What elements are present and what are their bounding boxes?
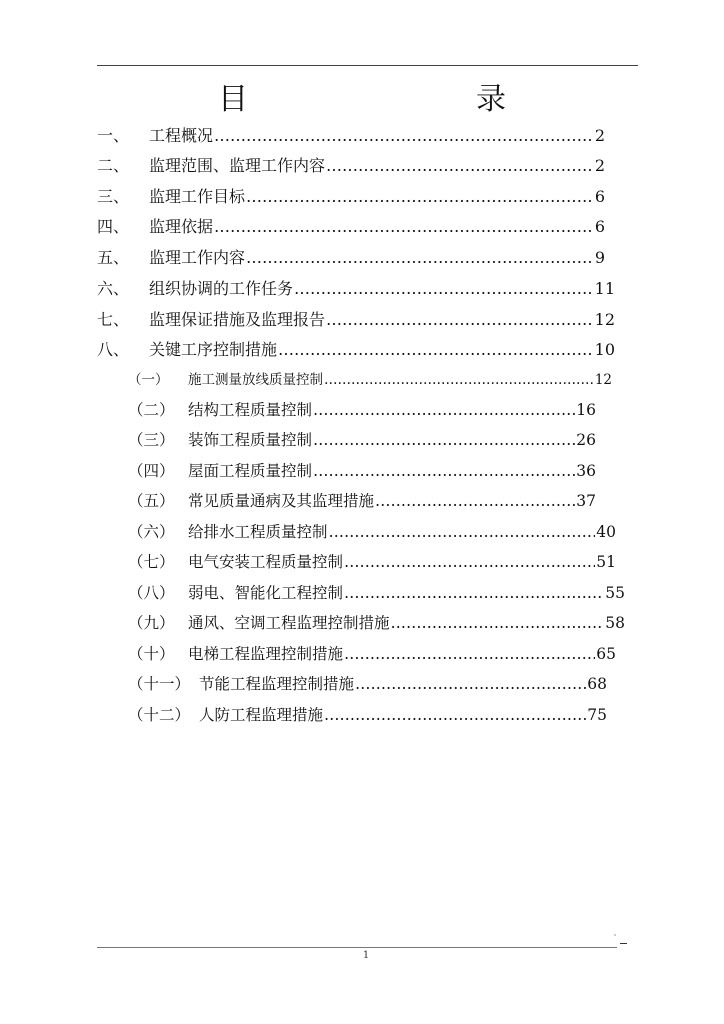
toc-leader-dots: [326, 155, 594, 177]
subtoc-page-number: 51: [596, 553, 616, 571]
toc-leader-dots: [375, 490, 575, 512]
toc-number: 二、: [97, 156, 130, 175]
toc-leader-dots: [214, 216, 594, 238]
toc-number: 六、: [97, 279, 130, 298]
subtoc-number: （三）: [128, 431, 175, 449]
toc-page-number: 6: [594, 187, 605, 206]
subtoc-item-8[interactable]: [128, 582, 625, 604]
toc-leader-dots: [344, 643, 595, 665]
subtoc-text: 给排水工程质量控制: [188, 523, 328, 541]
toc-leader-dots: [313, 460, 575, 482]
toc-page-number: 11: [594, 279, 615, 298]
subtoc-page-number: 12: [594, 372, 612, 388]
subtoc-number: （十）: [128, 645, 175, 663]
toc-leader-dots: [313, 429, 575, 451]
subtoc-text: 电梯工程监理控制措施: [188, 645, 344, 663]
toc-item-5[interactable]: [97, 247, 605, 269]
subtoc-page-number: 16: [576, 401, 596, 419]
subtoc-number: （八）: [128, 584, 175, 602]
subtoc-page-number: 68: [587, 675, 607, 693]
subtoc-number: （二）: [128, 401, 175, 419]
subtoc-item-6[interactable]: [128, 521, 616, 543]
toc-item-7[interactable]: [97, 309, 615, 331]
toc-item-2[interactable]: [97, 155, 605, 177]
toc-page-number: 12: [594, 310, 615, 329]
subtoc-text: 节能工程监理控制措施: [199, 675, 355, 693]
subtoc-number: （一）: [128, 372, 169, 388]
toc-number: 四、: [97, 217, 130, 236]
toc-number: 五、: [97, 248, 130, 267]
toc-leader-dots: [324, 704, 586, 726]
subtoc-text: 人防工程监理措施: [199, 706, 324, 724]
footer-rule: [97, 947, 617, 948]
toc-page-number: 6: [594, 217, 605, 236]
toc-number: 三、: [97, 187, 130, 206]
toc-item-8[interactable]: [97, 339, 615, 361]
subtoc-item-10[interactable]: [128, 643, 616, 665]
subtoc-text: 常见质量通病及其监理措施: [188, 492, 375, 510]
subtoc-number: （七）: [128, 553, 175, 571]
toc-leader-dots: [326, 309, 594, 331]
subtoc-item-11[interactable]: [128, 673, 607, 695]
subtoc-text: 施工测量放线质量控制: [188, 372, 323, 388]
toc-leader-dots: [329, 521, 596, 543]
footer-page-number: 1: [362, 950, 370, 961]
subtoc-page-number: 40: [596, 523, 616, 541]
page-title: 目 录: [218, 82, 562, 117]
toc-leader-dots: [344, 551, 595, 573]
toc-leader-dots: [278, 339, 594, 361]
subtoc-page-number: 75: [587, 706, 607, 724]
toc-leader-dots: [246, 247, 594, 269]
subtoc-item-9[interactable]: [128, 612, 625, 634]
subtoc-text: 电气安装工程质量控制: [188, 553, 344, 571]
subtoc-text: 弱电、智能化工程控制: [188, 584, 344, 602]
subtoc-item-2[interactable]: [128, 399, 596, 421]
toc-leader-dots: [214, 125, 594, 147]
toc-text: 监理范围、监理工作内容: [149, 156, 326, 175]
toc-page-number: 2: [594, 126, 605, 145]
toc-text: 监理依据: [149, 217, 214, 236]
toc-text: 监理工作目标: [149, 187, 246, 206]
subtoc-text: 通风、空调工程监理控制措施: [188, 614, 390, 632]
toc-leader-dots: [246, 186, 594, 208]
subtoc-item-4[interactable]: [128, 460, 596, 482]
toc-text: 监理保证措施及监理报告: [149, 310, 326, 329]
toc-leader-dots: [313, 399, 575, 421]
subtoc-number: （十二）: [128, 706, 191, 724]
toc-text: 工程概况: [149, 126, 214, 145]
subtoc-item-7[interactable]: [128, 551, 616, 573]
subtoc-item-1[interactable]: [128, 369, 612, 391]
toc-leader-dots: [294, 278, 594, 300]
footer-mark: [620, 943, 627, 944]
subtoc-number: （四）: [128, 462, 175, 480]
toc-text: 组织协调的工作任务: [149, 279, 294, 298]
footer-dot: [614, 934, 616, 936]
toc-item-1[interactable]: [97, 125, 605, 147]
subtoc-text: 装饰工程质量控制: [188, 431, 313, 449]
toc-item-3[interactable]: [97, 186, 605, 208]
subtoc-number: （九）: [128, 614, 175, 632]
subtoc-number: （五）: [128, 492, 175, 510]
toc-item-6[interactable]: [97, 278, 615, 300]
subtoc-number: （十一）: [128, 675, 191, 693]
subtoc-page-number: 58: [605, 614, 625, 632]
subtoc-text: 结构工程质量控制: [188, 401, 313, 419]
toc-leader-dots: [391, 612, 605, 634]
header-rule: [97, 65, 638, 66]
subtoc-page-number: 65: [596, 645, 616, 663]
subtoc-text: 屋面工程质量控制: [188, 462, 313, 480]
toc-text: 监理工作内容: [149, 248, 246, 267]
toc-leader-dots: [355, 673, 586, 695]
toc-number: 一、: [97, 126, 130, 145]
toc-page-number: 2: [594, 156, 605, 175]
toc-item-4[interactable]: [97, 216, 605, 238]
subtoc-item-12[interactable]: [128, 704, 607, 726]
toc-number: 七、: [97, 310, 130, 329]
toc-leader-dots: [344, 582, 604, 604]
toc-number: 八、: [97, 340, 130, 359]
subtoc-page-number: 36: [576, 462, 596, 480]
subtoc-item-5[interactable]: [128, 490, 596, 512]
subtoc-page-number: 37: [576, 492, 596, 510]
subtoc-number: （六）: [128, 523, 175, 541]
toc-text: 关键工序控制措施: [149, 340, 278, 359]
toc-page-number: 9: [594, 248, 605, 267]
subtoc-page-number: 26: [576, 431, 596, 449]
toc-leader-dots: [324, 369, 594, 391]
subtoc-item-3[interactable]: [128, 429, 596, 451]
toc-page-number: 10: [594, 340, 615, 359]
subtoc-page-number: 55: [605, 584, 625, 602]
